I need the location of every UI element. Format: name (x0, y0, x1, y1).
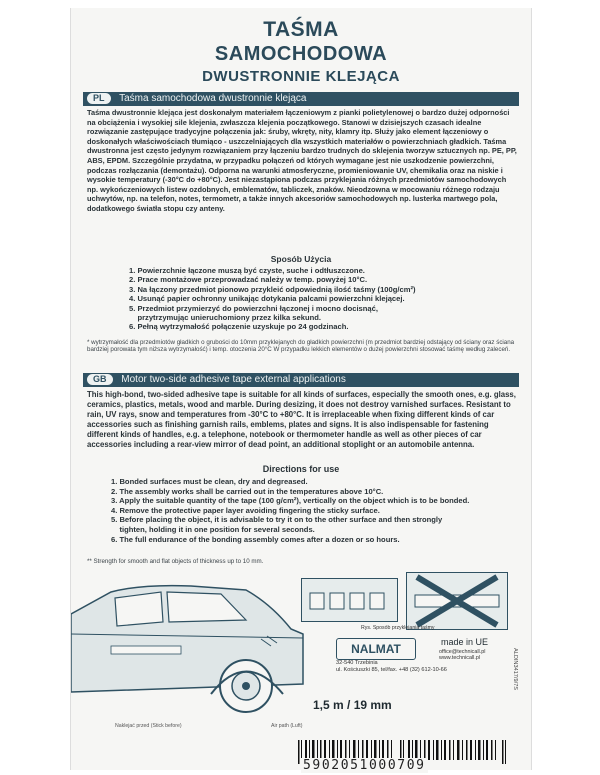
web-text: www.technicall.pl (439, 655, 481, 662)
note-right: Air path (Luft) (271, 723, 303, 729)
gb-band (83, 373, 519, 387)
gb-intro: This high-bond, two-sided adhesive tape is suitable for all kinds of surfaces, especially the smooth ones, e.g. glass, ceramics, plastics, metals, wood and marble. During desizing, it does not destroy varnished surfaces. Resistant to rain, UV rays, snow and temperatures from -30°C to +80°C. It is irreplaceable when fixing different kinds of car accessories such as finishing garnish rails, emblems, plates and signs. It is also indispensable for fastening different kinds of handles, e.g. a telephone, notebook or thermometer handle as well as other pieces of car accessories including a rear-view mirror of dead point, an additional stoplight or an automobile antenna. (87, 390, 516, 449)
barcode-number: 5902051000709 (303, 758, 426, 773)
made-in: made in UE (441, 637, 489, 647)
title-line-3: DWUSTRONNIE KLEJĄCA (202, 68, 400, 85)
gb-step: 1. Bonded surfaces must be clean, dry and degreased. (111, 477, 308, 486)
gb-band-title: Motor two-side adhesive tape external applications (121, 374, 346, 385)
pl-step: przytrzymując unieruchomiony przez kilka sekund. (129, 313, 322, 323)
side-code: ALDIN3417/9/7S (512, 648, 518, 690)
pl-steps (129, 266, 509, 332)
pl-directions-title: Sposób Użycia (270, 254, 332, 264)
pl-step: 4. Usunąć papier ochronny unikając dotykania palcami powierzchni klejącej. (129, 294, 405, 304)
pl-step: 5. Przedmiot przymierzyć do powierzchni łączonej i mocno docisnąć, (129, 303, 378, 313)
gb-directions-title: Directions for use (262, 464, 340, 474)
diagram-label: Rys. Sposób przyklejania taśmy (361, 625, 435, 631)
pl-step: 3. Na łączony przedmiot pionowo przykleić odpowiednią ilość taśmy (100g/cm²) (129, 284, 416, 294)
address (336, 660, 516, 673)
car-illustration (71, 574, 306, 724)
pl-band-title: Taśma samochodowa dwustronnie klejąca (119, 93, 307, 104)
gb-step: tighten, holding it in one position for several seconds. (111, 524, 315, 534)
tape-size: 1,5 m / 19 mm (313, 698, 392, 712)
gb-step: 2. The assembly works shall be carried out in the temperatures above 10°C. (111, 486, 384, 496)
pl-footnote: * wytrzymałość dla przedmiotów gładkich o grubości do 10mm przyklejanych do gładkich powierzchni (m przedmiot bardziej odstający od ściany oraz ściana bardziej porowata tym niższa wytrzymałość) i temp. otoczenia 20°C W przypadku lekkich elementów o dużej powierzchni stosować taśmę według zaleceń. (87, 339, 515, 354)
brand-logo: NALMAT (336, 638, 416, 660)
wrong-method-icon (406, 572, 508, 630)
title-line-2: SAMOCHODOWA (214, 43, 388, 65)
address-line-1: 32-540 Trzebinia (336, 660, 378, 666)
pl-band (83, 92, 519, 106)
pl-step: 1. Powierzchnie łączone muszą być czyste, suche i odtłuszczone. (129, 266, 365, 275)
note-left: Naklejać przed (Stick before) (115, 723, 182, 729)
gb-step: 5. Before placing the object, it is advisable to try it on to the other surface and then strongly (111, 515, 443, 525)
package-card (70, 8, 532, 773)
gb-code: GB (87, 374, 113, 385)
pl-code: PL (87, 93, 111, 104)
gb-step: 3. Apply the suitable quantity of the tape (100 g/cm²), vertically on the object which is to be bonded. (111, 496, 470, 506)
email-text: office@technicall.pl (439, 649, 486, 655)
gb-footnote: ** Strength for smooth and flat objects of thickness up to 10 mm. (87, 558, 264, 565)
title-line-1: TAŚMA (263, 18, 339, 41)
pl-intro: Taśma dwustronnie klejąca jest doskonałym materiałem łączeniowym z pianki polietylenowej o bardzo dużej odporności na obciążenia i wysokiej sile klejenia, zwłaszcza klejenia początkowego. Stanowi w dzisiejszych czasach idealne rozwiązanie zastępujące tradycyjne połączenia jak: śruby, wkręty, nity, klamry itp. Służy jako element łączeniowy o doskonałych właściwościach tłumiąco - uszczelniających dla wszystkich materiałów o powierzchniach gładkich. Taśma dwustronna jest często jedynym rozwiązaniem przy łączeniu bardzo trudnych do sklejenia tworzyw sztucznych np. PE, PP, ABS, EPDM. Szczególnie przydatna, w przypadku połączeń od których wymagane jest nie uszkodzenie powierzchni, podczas rozłączania (demontażu). Odporna na warunki atmosferyczne, promieniowanie UV, chemikalia oraz na niskie i wysokie temperatury (-30°C do +80°C). Jest niezastąpiona podczas przyklejania różnych przedmiotów samochodowych np. wykończeniowych listew ozdobnych, emblematów, tabliczek, znaków. Nieodzowna w mocowaniu różnego rodzaju uchwytów, np. na telefon, notes, termometr, a także innych akcesoriów samochodowych np. lusterka martwego pola, dodatkowego światła stopu czy anteny. (87, 108, 517, 213)
address-line-2: ul. Kościuszki 85, tel/fax. +48 (32) 612-10-66 (336, 666, 447, 673)
pl-step: 6. Pełną wytrzymałość połączenie uzyskuje po 24 godzinach. (129, 322, 349, 332)
gb-steps (111, 477, 521, 544)
gb-step: 6. The full endurance of the bonding assembly comes after a dozen or so hours. (111, 534, 400, 544)
tape-diagram (301, 578, 398, 622)
pl-step: 2. Prace montażowe przeprowadzać należy w temp. powyżej 10°C. (129, 275, 368, 285)
gb-step: 4. Remove the protective paper layer avoiding fingering the sticky surface. (111, 505, 380, 515)
